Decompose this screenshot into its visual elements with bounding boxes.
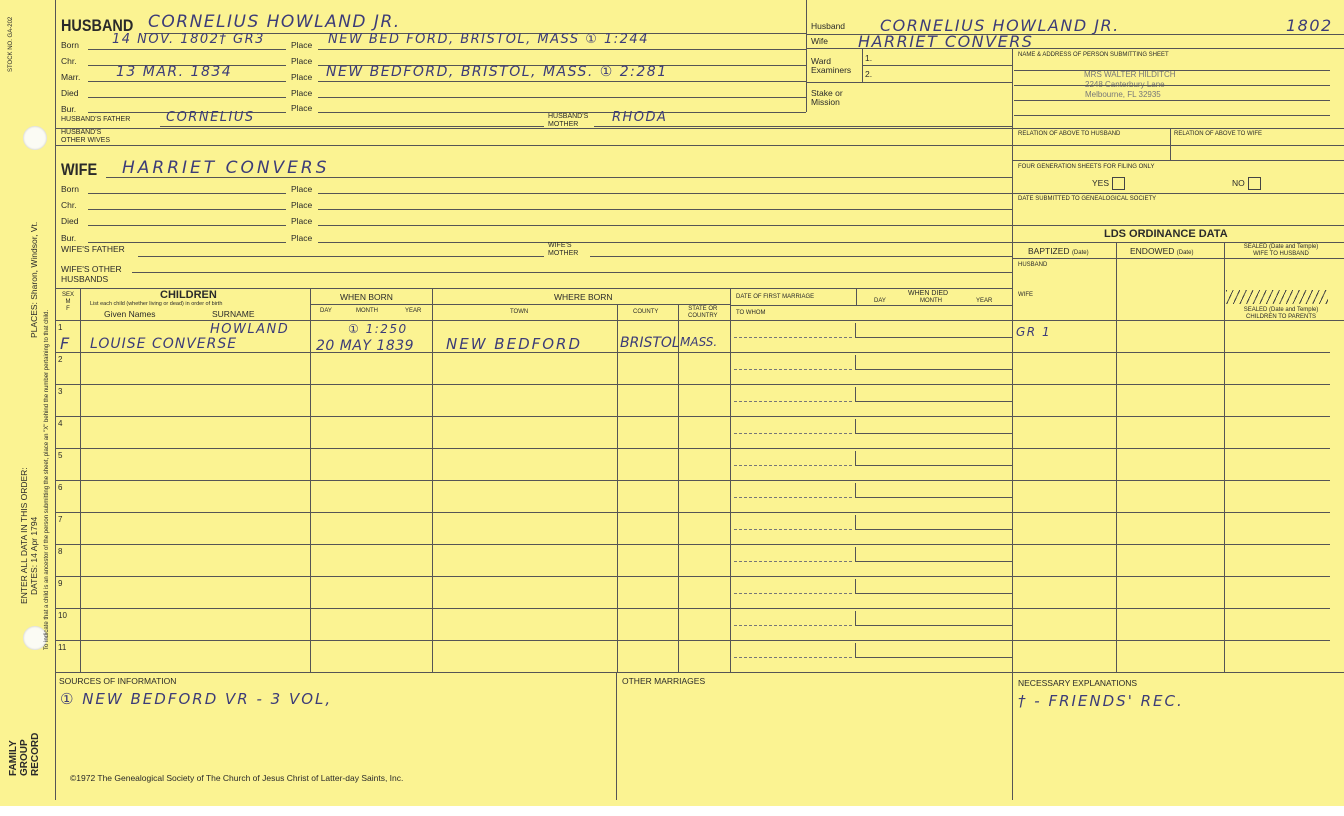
husband-born-date: 14 NOV. 1802† GR3 (112, 32, 265, 47)
hatched-area (1226, 290, 1328, 304)
wife-heading: WIFE (61, 160, 98, 179)
child-row-number: 2 (58, 355, 63, 364)
submitter-city: Melbourne, FL 32935 (1085, 90, 1161, 99)
first-marriage-line (734, 625, 852, 626)
punch-hole-icon (23, 126, 47, 150)
wifes-mother-label: WIFE'S MOTHER (548, 242, 579, 257)
children-header: CHILDREN (160, 289, 217, 301)
place-label: Place (291, 233, 313, 243)
surname-header: SURNAME (212, 309, 255, 319)
child-1-given-names: LOUISE CONVERSE (90, 336, 238, 352)
place-label: Place (291, 184, 313, 194)
state-country-header: STATE OR COUNTRY (688, 306, 718, 319)
to-whom-header: TO WHOM (736, 310, 766, 316)
child-row-divider (55, 416, 1330, 417)
header-husband-name: CORNELIUS HOWLAND JR. (880, 16, 1120, 35)
endowed-header: ENDOWED (Date) (1130, 246, 1194, 256)
place-label: Place (291, 72, 313, 82)
first-marriage-line (734, 433, 852, 434)
when-died-header: WHEN DIED (908, 290, 949, 297)
enter-order: ENTER ALL DATA IN THIS ORDER: (19, 467, 29, 604)
child-1-ordinance: GR 1 (1016, 325, 1052, 339)
child-row-number: 10 (58, 611, 67, 620)
stock-number: STOCK NO. GA-202 (8, 16, 14, 72)
ancestor-note: To indicate that a child is an ancestor of the person submitting the sheet, place an "X" behind the number pertaining to that child. (44, 309, 50, 650)
child-1-surname: HOWLAND (210, 322, 290, 337)
husbands-other-wives-label: HUSBAND'S OTHER WIVES (61, 129, 111, 144)
yes-checkbox-group (1092, 177, 1125, 190)
sealed-husband-header: SEALED (Date and Temple) WIFE TO HUSBAND (1243, 244, 1319, 257)
first-marriage-line (734, 657, 852, 658)
born-label: Born (61, 40, 79, 50)
baptized-header: BAPTIZED (Date) (1028, 246, 1089, 256)
wifes-other-husbands-label: WIFE'S OTHER HUSBANDS (61, 264, 122, 284)
year-header: YEAR (405, 308, 422, 314)
lds-ordinance-title: LDS ORDINANCE DATA (1104, 228, 1228, 240)
yes-label: YES (1092, 177, 1110, 188)
child-row-divider (55, 384, 1330, 385)
submitter-street: 2248 Canterbury Lane (1085, 80, 1165, 89)
bur-label: Bur. (61, 104, 77, 114)
day-header: DAY (874, 298, 886, 304)
child-row-number: 7 (58, 515, 63, 524)
dates-example: DATES: 14 Apr 1794 (29, 516, 39, 595)
place-label: Place (291, 103, 313, 113)
examiner-2-label: 2. (865, 69, 873, 79)
submitter-name: MRS WALTER HILDITCH (1084, 70, 1176, 79)
child-row-number: 5 (58, 451, 63, 460)
child-row-divider (55, 608, 1330, 609)
form-title (8, 733, 41, 776)
first-marriage-line (734, 465, 852, 466)
first-marriage-line (734, 497, 852, 498)
first-marriage-header: DATE OF FIRST MARRIAGE (736, 294, 815, 300)
child-1-county: BRISTOL (620, 335, 680, 351)
other-marriages-label: OTHER MARRIAGES (622, 676, 706, 686)
chr-label: Chr. (61, 56, 77, 66)
place-label: Place (291, 56, 313, 66)
child-1-sex: F (60, 334, 71, 353)
county-header: COUNTY (633, 309, 659, 315)
husbands-father-label: HUSBAND'S FATHER (61, 116, 131, 123)
ordinance-husband-label: HUSBAND (1018, 262, 1048, 268)
ward-examiners-label: Ward Examiners (811, 56, 852, 75)
first-marriage-line (734, 337, 852, 338)
child-row-divider (55, 544, 1330, 545)
month-header: MONTH (920, 298, 942, 304)
necessary-explanations-label: NECESSARY EXPLANATIONS (1018, 678, 1138, 688)
when-died-field (855, 611, 1013, 626)
sex-header: SEX M F (61, 292, 74, 312)
children-note: List each child (whether living or dead) in order of birth (90, 301, 223, 307)
child-row-number: 9 (58, 579, 63, 588)
when-died-field (855, 515, 1013, 530)
when-died-field (855, 355, 1013, 370)
header-year: 1802 (1286, 16, 1333, 35)
marr-label: Marr. (61, 72, 81, 82)
header-wife-label: Wife (811, 36, 828, 46)
child-1-state: MASS. (680, 335, 718, 349)
relation-husband-label: RELATION OF ABOVE TO HUSBAND (1018, 131, 1121, 137)
bur-label: Bur. (61, 233, 77, 243)
when-died-field (855, 483, 1013, 498)
died-label: Died (61, 88, 79, 98)
child-1-born-ref: ① 1:250 (348, 322, 408, 336)
no-label: NO (1232, 177, 1245, 188)
year-header: YEAR (976, 298, 993, 304)
child-row-divider (55, 512, 1330, 513)
first-marriage-line (734, 529, 852, 530)
when-died-field (855, 579, 1013, 594)
when-died-field (855, 547, 1013, 562)
given-names-header: Given Names (104, 309, 156, 319)
child-1-born-date: 20 MAY 1839 (316, 338, 415, 354)
form-title-line: RECORD (30, 732, 41, 776)
place-label: Place (291, 40, 313, 50)
first-marriage-line (734, 401, 852, 402)
child-row-divider (55, 640, 1330, 641)
husbands-mother-name: RHODA (612, 110, 668, 125)
child-row-divider (55, 448, 1330, 449)
when-died-field (855, 451, 1013, 466)
town-header: TOWN (510, 309, 529, 315)
relation-wife-label: RELATION OF ABOVE TO WIFE (1174, 131, 1263, 137)
form-title-line: FAMILY (8, 740, 19, 776)
no-checkbox-group (1232, 177, 1261, 190)
copyright: ©1972 The Genealogical Society of The Church of Jesus Christ of Latter-day Saints, Inc. (70, 773, 404, 783)
no-checkbox[interactable] (1248, 177, 1261, 190)
wife-name: HARRIET CONVERS (122, 158, 330, 178)
when-died-field (855, 643, 1013, 658)
header-husband-label: Husband (811, 21, 846, 31)
when-died-field (855, 419, 1013, 434)
wifes-father-label: WIFE'S FATHER (61, 244, 125, 254)
place-label: Place (291, 88, 313, 98)
places-example: PLACES: Sharon, Windsor, Vt. (29, 221, 39, 338)
first-marriage-line (734, 593, 852, 594)
chr-label: Chr. (61, 200, 77, 210)
child-row-number: 4 (58, 419, 63, 428)
marriage-date: 13 MAR. 1834 (116, 64, 233, 80)
child-row-divider (55, 352, 1330, 353)
header-wife-name: HARRIET CONVERS (858, 32, 1034, 51)
month-header: MONTH (356, 308, 378, 314)
where-born-header: WHERE BORN (554, 292, 613, 302)
day-header: DAY (320, 308, 332, 314)
four-generation-label: FOUR GENERATION SHEETS FOR FILING ONLY (1018, 164, 1155, 170)
husband-name: CORNELIUS HOWLAND JR. (148, 12, 401, 32)
explanations-text: † - FRIENDS' REC. (1018, 692, 1184, 710)
ordinance-wife-label: WIFE (1018, 292, 1033, 298)
child-row-number: 3 (58, 387, 63, 396)
marriage-place: NEW BEDFORD, BRISTOL, MASS. ① 2:281 (326, 64, 668, 80)
child-1-town: NEW BEDFORD (446, 335, 583, 353)
child-row-number: 11 (58, 643, 67, 652)
husband-heading: HUSBAND (61, 16, 134, 35)
husbands-father-name: CORNELIUS (166, 110, 255, 125)
examiner-1-label: 1. (865, 53, 873, 63)
place-label: Place (291, 200, 313, 210)
husband-born-place: NEW BED FORD, BRISTOL, MASS ① 1:244 (328, 32, 649, 47)
child-row-divider (55, 480, 1330, 481)
first-marriage-line (734, 369, 852, 370)
submitter-label: NAME & ADDRESS OF PERSON SUBMITTING SHEET (1018, 52, 1169, 58)
husbands-mother-label: HUSBAND'S MOTHER (548, 113, 589, 128)
died-label: Died (61, 216, 79, 226)
when-born-header: WHEN BORN (340, 292, 393, 302)
when-died-field (855, 323, 1013, 338)
sources-text: ① NEW BEDFORD VR - 3 VOL, (60, 690, 333, 708)
place-label: Place (291, 216, 313, 226)
yes-checkbox[interactable] (1112, 177, 1125, 190)
sealed-children-header: SEALED (Date and Temple) CHILDREN TO PARENTS (1243, 307, 1319, 320)
child-row-divider (55, 576, 1330, 577)
child-row-number: 8 (58, 547, 63, 556)
child-row-number: 6 (58, 483, 63, 492)
form-title-line: GROUP (19, 739, 30, 776)
first-marriage-line (734, 561, 852, 562)
sources-label: SOURCES OF INFORMATION (59, 676, 177, 686)
born-label: Born (61, 184, 79, 194)
date-submitted-label: DATE SUBMITTED TO GENEALOGICAL SOCIETY (1018, 196, 1157, 202)
when-died-field (855, 387, 1013, 402)
child-row-number: 1 (58, 323, 63, 332)
stake-mission-label: Stake or Mission (811, 88, 843, 107)
